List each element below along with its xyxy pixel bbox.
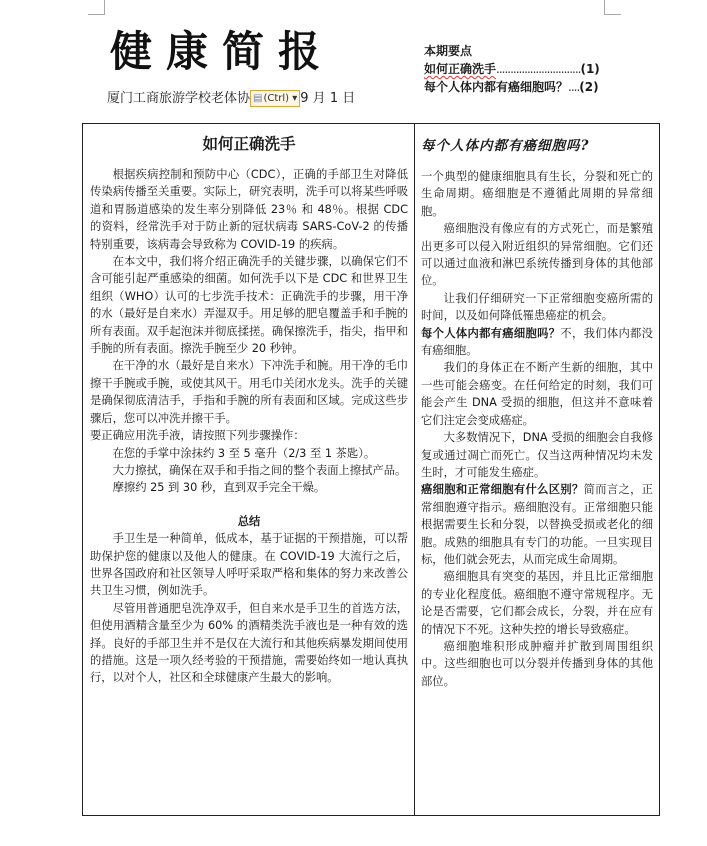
toc-item-label: 每个人体内都有癌细胞吗？ [424,80,569,94]
step-item: 摩擦约 25 到 30 秒，直到双手完全干燥。 [112,481,326,495]
handwashing-article [90,130,408,687]
toc-item [424,60,600,78]
article-paragraph: 根据疾病控制和预防中心（CDC），正确的手部卫生对降低传染病传播至关重要。实际上，研究表明，洗手可以将某些呼吸道和胃肠道感染的发生率分别降低 23％ 和 48％。根据 CDC 的资料，经常洗手对于防止新的冠状病毒 SARS-CoV-2 的传播特别重要，该病毒会导致称为 COVID-19 的疾病。 [90,168,408,251]
article-paragraph: 我们的身体正在不断产生新的细胞，其中一些可能会癌变。在任何给定的时刻，我们可能会产生 DNA 受损的细胞，但这并不意味着它们注定会变成癌症。 [421,361,653,427]
toc-page-number: (1) [580,62,600,76]
summary-paragraph: 手卫生是一种简单，低成本，基于证据的干预措施，可以帮助保护您的健康以及他人的健康。在 COVID-19 大流行之后，世界各国政府和社区领导人呼吁采取严格和集体的努力来改善公共卫生习惯，例如洗手。 [90,532,408,598]
column-divider [414,123,415,816]
article-paragraph: 癌细胞具有突变的基因，并且比正常细胞的专业化程度低。癌细胞不遵守常规程序。无论是否需要，它们都会成长，分裂，并在应有的情况下不死。这种失控的增长导致癌症。 [421,570,653,636]
article-heading: 每个人体内都有癌细胞吗? [421,138,590,154]
issue-line [107,90,355,108]
toc-item-label: 如何正确洗手 [424,62,497,76]
steps-intro: 要正确应用洗手液，请按照下列步骤操作： [90,429,305,443]
page-corner-mark-left [88,0,105,15]
question-lead: 癌细胞和正常细胞有什么区别？ [421,483,584,497]
issue-date: 9 月 1 日 [300,91,356,106]
article-paragraph [421,325,653,360]
toc-leader: .... [568,80,580,94]
article-paragraph: 在干净的水（最好是自来水）下冲洗手和腕。用干净的毛巾擦干手腕或手腕，或使其风干。用毛巾关闭水龙头。洗手的关键是确保彻底清洁手，手指和手腕的所有表面和区域。完成这些步骤后，您可以冲洗并擦干手。 [90,359,408,425]
paste-options-button[interactable] [250,90,300,107]
article-paragraph [421,481,653,568]
clipboard-icon: ▤ [253,93,263,104]
page-corner-mark-right [604,0,621,15]
paste-options-label: (Ctrl) [263,93,290,104]
article-heading: 如何正确洗手 [202,134,296,153]
article-paragraph: 让我们仔细研究一下正常细胞变癌所需的时间，以及如何降低罹患癌症的机会。 [421,291,653,323]
summary-heading: 总结 [237,514,261,528]
article-paragraph: 在本文中，我们将介绍正确洗手的关键步骤，以确保它们不含可能引起严重感染的细菌。如何洗手以下是 CDC 和世界卫生组织（WHO）认可的七步洗手技术：正确洗手的步骤，用干净的水（最好是自来水）弄湿双手。用足够的肥皂覆盖手和手腕的所有表面。双手起泡沫并彻底揉搓。确保擦洗手，指尖，指甲和手腕的所有表面。擦洗手腕至少 20 秒钟。 [90,255,408,356]
answer-text: 不，我们体内都没有癌细胞。 [421,326,653,358]
summary-paragraph: 尽管用普通肥皂洗净双手，但自来水是手卫生的首选方法，但使用酒精含量至少为 60% 的酒精类洗手液也是一种有效的选择。良好的手部卫生并不是仅在大流行和其他疾病暴发期间使用的措施。这是一项久经考验的干预措施，需要始终如一地认真执行，以对个人，社区和全球健康产生最大的影响。 [90,601,408,685]
publisher-name: 厦门工商旅游学校老体协 [107,91,251,106]
answer-text: 简而言之，正常细胞遵守指示。癌细胞没有。正常细胞只能根据需要生长和分裂，以替换受损或老化的细胞。成熟的细胞具有专门的功能。一旦实现目标，他们就会死去，从而完成生命周期。 [421,483,653,566]
toc-page-number: (2) [579,80,599,94]
article-paragraph: 癌细胞堆积形成肿瘤并扩散到周围组织中。这些细胞也可以分裂并传播到身体的其他部位。 [421,639,653,688]
toc-leader: .............................. [496,62,581,76]
newsletter-title: 健康简报 [110,27,335,76]
cancer-cells-article [421,130,653,690]
article-paragraph: 一个典型的健康细胞具有生长，分裂和死亡的生命周期。癌细胞是不遵循此周期的异常细胞。 [421,170,653,218]
step-item: 大力擦拭，确保在双手和手指之间的整个表面上擦拭产品。 [112,463,407,477]
highlights-heading: 本期要点 [424,44,473,58]
highlights-box [424,42,600,96]
question-lead: 每个人体内都有癌细胞吗？ [421,326,561,340]
article-paragraph: 癌细胞没有像应有的方式死亡，而是繁殖出更多可以侵入附近组织的异常细胞。它们还可以通过血液和淋巴系统传播到身体的其他部位。 [421,222,653,288]
chevron-down-icon: ▾ [289,93,298,104]
step-item: 在您的手掌中涂抹约 3 至 5 毫升（2/3 至 1 茶匙）。 [112,446,376,460]
toc-item [424,78,600,96]
article-paragraph: 大多数情况下，DNA 受损的细胞会自我修复或通过凋亡而死亡。仅当这两种情况均未发生时，才可能发生癌症。 [421,431,653,479]
